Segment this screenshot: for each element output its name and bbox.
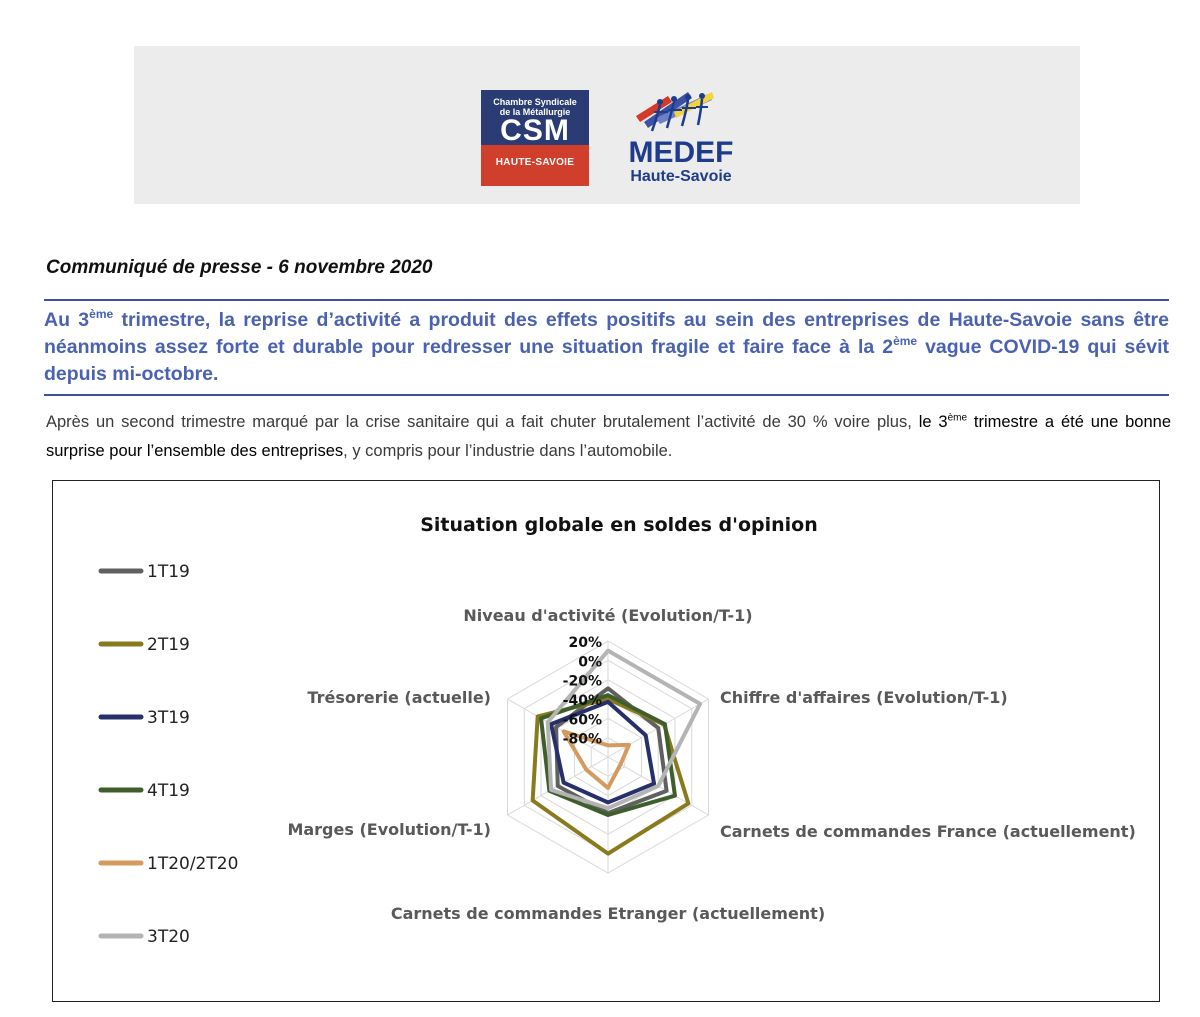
medef-logo-name: MEDEF [628, 136, 734, 169]
tick-label: -20% [562, 673, 602, 690]
tick-label: 0% [578, 654, 602, 671]
intro-part1: Après un second trimestre marqué par la crise sanitaire qui a fait chuter brutalement l’activité de 30 % voire plus, [46, 413, 919, 431]
tick-label: 20% [568, 635, 602, 651]
medef-logo-region: Haute-Savoie [630, 168, 732, 185]
axis-label: Carnets de commandes France (actuellement) [720, 822, 1136, 841]
headline-box [44, 299, 1169, 396]
intro-highlight2: trimestre a été une bonne surprise pour l’ensemble des entreprises [46, 413, 1172, 460]
legend-label: 2T19 [147, 635, 190, 655]
axis-label: Marges (Evolution/T-1) [287, 820, 491, 839]
axis-label: Trésorerie (actuelle) [307, 688, 491, 707]
headline-sup2: ème [893, 333, 918, 348]
intro-highlight1: le 3 [918, 413, 948, 431]
legend-label: 3T19 [147, 708, 190, 728]
intro-sup: ème [947, 412, 968, 424]
tick-label: -80% [562, 731, 602, 748]
csm-logo-line1: Chambre Syndicale [493, 97, 577, 107]
intro-part2: , y compris pour l’industrie dans l’automobile. [343, 442, 673, 460]
headline-sup1: ème [89, 306, 114, 321]
logo-banner [134, 46, 1080, 204]
radar-chart-frame [52, 480, 1160, 1002]
csm-logo-region: HAUTE-SAVOIE [495, 157, 575, 168]
intro-paragraph [46, 408, 1171, 466]
legend-label: 4T19 [147, 781, 190, 801]
csm-logo [481, 90, 589, 186]
axis-label: Niveau d'activité (Evolution/T-1) [463, 606, 753, 625]
legend-label: 3T20 [147, 927, 190, 947]
csm-logo-acronym: CSM [500, 114, 570, 147]
headline [44, 307, 1169, 388]
chart-title: Situation globale en soldes d'opinion [420, 514, 818, 536]
legend-label: 1T19 [147, 562, 190, 582]
press-release-date: Communiqué de presse - 6 novembre 2020 [46, 257, 433, 278]
axis-label: Chiffre d'affaires (Evolution/T-1) [720, 688, 1008, 707]
headline-part3: vague COVID-19 qui sévit depuis mi-octobre. [44, 336, 1170, 385]
headline-part2: trimestre, la reprise d’activité a produit des effets positifs au sein des entreprises de Haute-Savoie sans être néanmoins assez forte et durable pour redresser une situation fragile et faire face à la 2 [44, 309, 1169, 358]
tick-label: -40% [562, 693, 602, 709]
medef-logo [616, 88, 746, 188]
medef-figures-icon [616, 88, 746, 140]
axis-label: Carnets de commandes Etranger (actuellement) [390, 904, 826, 923]
csm-logo-line2: de la Métallurgie [499, 107, 571, 117]
headline-part1: Au 3 [44, 309, 90, 331]
radar-chart [53, 481, 1159, 1001]
tick-label: -60% [562, 712, 602, 729]
legend-label: 1T20/2T20 [147, 854, 239, 874]
